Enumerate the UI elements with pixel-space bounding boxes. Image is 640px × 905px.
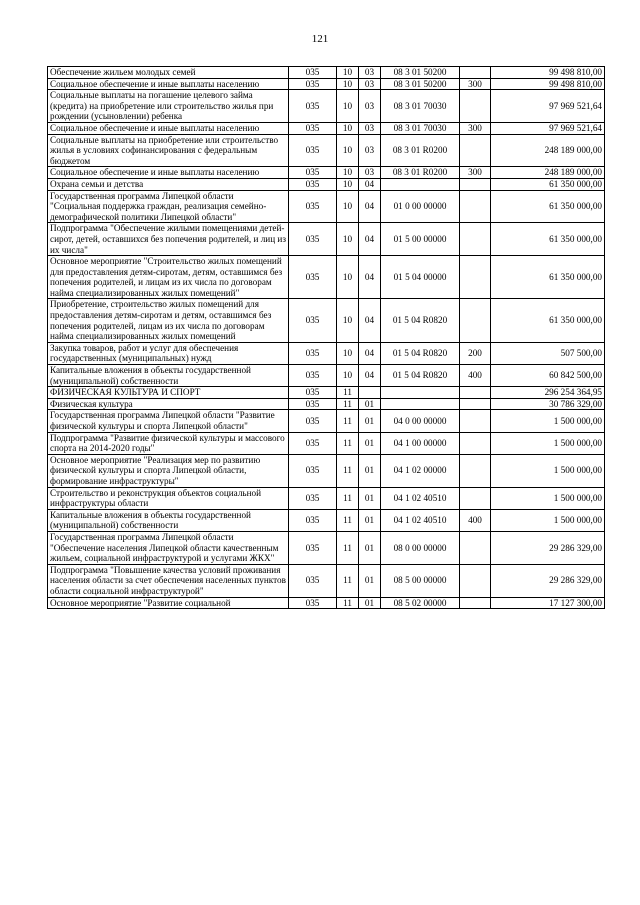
section-code-cell: 10: [337, 342, 359, 364]
amount-cell: 507 500,00: [491, 342, 605, 364]
target-article-cell: 08 3 01 70030: [381, 122, 460, 134]
expense-name-cell: Социальное обеспечение и иные выплаты населению: [48, 122, 289, 134]
target-article-cell: 04 1 02 00000: [381, 454, 460, 487]
subsection-code-cell: 01: [359, 597, 381, 609]
amount-cell: 296 254 364,95: [491, 387, 605, 399]
expense-name-cell: Основное мероприятие "Строительство жилых помещений для предоставления детям-сиротам, детям, оставшимся без попечения родителей, и лицам из их числа по договорам найма специализированных жилых помещений": [48, 256, 289, 299]
admin-code-cell: 035: [289, 256, 337, 299]
expense-name-cell: Строительство и реконструкция объектов социальной инфраструктуры области: [48, 487, 289, 509]
section-code-cell: 11: [337, 398, 359, 410]
table-row: [48, 365, 605, 387]
subsection-code-cell: 04: [359, 256, 381, 299]
expense-type-cell: [460, 410, 491, 432]
subsection-code-cell: 04: [359, 223, 381, 256]
expense-type-cell: [460, 432, 491, 454]
subsection-code-cell: 03: [359, 67, 381, 79]
amount-cell: 1 500 000,00: [491, 509, 605, 531]
section-code-cell: 10: [337, 78, 359, 90]
expense-name-cell: Приобретение, строительство жилых помещений для предоставления детям-сиротам и детям, оставшимся без попечения родителей, лицам из их числа по договорам найма специализированных жилых помещений: [48, 299, 289, 342]
expense-type-cell: [460, 487, 491, 509]
table-row: [48, 454, 605, 487]
expense-type-cell: [460, 256, 491, 299]
table-row: [48, 78, 605, 90]
target-article-cell: 01 5 00 00000: [381, 223, 460, 256]
expense-type-cell: 300: [460, 167, 491, 179]
expense-type-cell: [460, 387, 491, 399]
table-row: [48, 487, 605, 509]
target-article-cell: 04 1 02 40510: [381, 509, 460, 531]
expense-name-cell: Социальные выплаты на погашение целевого займа (кредита) на приобретение или строительство жилья при рождении (усыновлении) ребенка: [48, 90, 289, 123]
amount-cell: 1 500 000,00: [491, 487, 605, 509]
section-code-cell: 11: [337, 487, 359, 509]
subsection-code-cell: 04: [359, 365, 381, 387]
target-article-cell: 08 3 01 50200: [381, 67, 460, 79]
admin-code-cell: 035: [289, 299, 337, 342]
admin-code-cell: 035: [289, 167, 337, 179]
expense-name-cell: Государственная программа Липецкой области "Развитие физической культуры и спорта Липецкой области": [48, 410, 289, 432]
admin-code-cell: 035: [289, 67, 337, 79]
amount-cell: 99 498 810,00: [491, 67, 605, 79]
target-article-cell: 08 0 00 00000: [381, 531, 460, 564]
target-article-cell: 08 3 01 R0200: [381, 167, 460, 179]
expense-type-cell: [460, 223, 491, 256]
amount-cell: 61 350 000,00: [491, 299, 605, 342]
expense-type-cell: 400: [460, 365, 491, 387]
target-article-cell: 01 0 00 00000: [381, 190, 460, 223]
admin-code-cell: 035: [289, 564, 337, 597]
table-row: [48, 134, 605, 167]
section-code-cell: 10: [337, 190, 359, 223]
amount-cell: 1 500 000,00: [491, 454, 605, 487]
page-number: 121: [311, 33, 329, 45]
admin-code-cell: 035: [289, 190, 337, 223]
expense-name-cell: Государственная программа Липецкой области "Обеспечение населения Липецкой области качественным жильем, социальной инфраструктурой и услугами ЖКХ": [48, 531, 289, 564]
expense-name-cell: Обеспечение жильем молодых семей: [48, 67, 289, 79]
expense-type-cell: 400: [460, 509, 491, 531]
expense-name-cell: Основное мероприятие "Реализация мер по развитию физической культуры и спорта Липецкой области, формирование инфраструктуры": [48, 454, 289, 487]
subsection-code-cell: 03: [359, 90, 381, 123]
target-article-cell: 08 3 01 50200: [381, 78, 460, 90]
expense-type-cell: [460, 190, 491, 223]
table-row: [48, 122, 605, 134]
table-row: [48, 342, 605, 364]
target-article-cell: 04 1 02 40510: [381, 487, 460, 509]
section-code-cell: 10: [337, 178, 359, 190]
subsection-code-cell: 03: [359, 78, 381, 90]
section-code-cell: 10: [337, 122, 359, 134]
expense-name-cell: Капитальные вложения в объекты государственной (муниципальной) собственности: [48, 509, 289, 531]
section-code-cell: 11: [337, 564, 359, 597]
admin-code-cell: 035: [289, 597, 337, 609]
table-row: [48, 387, 605, 399]
table-row: [48, 299, 605, 342]
target-article-cell: 08 3 01 R0200: [381, 134, 460, 167]
subsection-code-cell: 01: [359, 509, 381, 531]
section-code-cell: 10: [337, 299, 359, 342]
expense-name-cell: Охрана семьи и детства: [48, 178, 289, 190]
section-code-cell: 11: [337, 432, 359, 454]
expense-type-cell: [460, 531, 491, 564]
table-row: [48, 432, 605, 454]
target-article-cell: [381, 387, 460, 399]
expense-type-cell: [460, 454, 491, 487]
expense-name-cell: Подпрограмма "Обеспечение жилыми помещениями детей-сирот, детей, оставшихся без попечения родителей, и лиц из их числа": [48, 223, 289, 256]
amount-cell: 29 286 329,00: [491, 531, 605, 564]
section-code-cell: 11: [337, 410, 359, 432]
subsection-code-cell: 03: [359, 167, 381, 179]
amount-cell: 97 969 521,64: [491, 90, 605, 123]
admin-code-cell: 035: [289, 387, 337, 399]
target-article-cell: 01 5 04 00000: [381, 256, 460, 299]
amount-cell: 61 350 000,00: [491, 256, 605, 299]
expense-type-cell: [460, 564, 491, 597]
target-article-cell: 08 3 01 70030: [381, 90, 460, 123]
admin-code-cell: 035: [289, 90, 337, 123]
table-row: [48, 410, 605, 432]
admin-code-cell: 035: [289, 122, 337, 134]
subsection-code-cell: 04: [359, 190, 381, 223]
section-code-cell: 11: [337, 531, 359, 564]
expense-type-cell: 200: [460, 342, 491, 364]
admin-code-cell: 035: [289, 531, 337, 564]
expense-type-cell: 300: [460, 122, 491, 134]
admin-code-cell: 035: [289, 134, 337, 167]
subsection-code-cell: 01: [359, 564, 381, 597]
amount-cell: 30 786 329,00: [491, 398, 605, 410]
table-row: [48, 190, 605, 223]
subsection-code-cell: 01: [359, 432, 381, 454]
expense-name-cell: ФИЗИЧЕСКАЯ КУЛЬТУРА И СПОРТ: [48, 387, 289, 399]
expense-name-cell: Социальные выплаты на приобретение или строительство жилья в условиях софинансирования с федеральным бюджетом: [48, 134, 289, 167]
admin-code-cell: 035: [289, 365, 337, 387]
section-code-cell: 11: [337, 509, 359, 531]
subsection-code-cell: 01: [359, 410, 381, 432]
admin-code-cell: 035: [289, 178, 337, 190]
amount-cell: 61 350 000,00: [491, 223, 605, 256]
amount-cell: 97 969 521,64: [491, 122, 605, 134]
target-article-cell: 01 5 04 R0820: [381, 365, 460, 387]
section-code-cell: 11: [337, 597, 359, 609]
subsection-code-cell: 04: [359, 299, 381, 342]
table-row: [48, 597, 605, 609]
target-article-cell: 08 5 00 00000: [381, 564, 460, 597]
admin-code-cell: 035: [289, 509, 337, 531]
expense-type-cell: [460, 67, 491, 79]
amount-cell: 29 286 329,00: [491, 564, 605, 597]
expense-type-cell: [460, 597, 491, 609]
table-row: [48, 564, 605, 597]
expense-type-cell: [460, 398, 491, 410]
table-row: [48, 223, 605, 256]
expense-name-cell: Социальное обеспечение и иные выплаты населению: [48, 167, 289, 179]
section-code-cell: 10: [337, 256, 359, 299]
table-row: [48, 90, 605, 123]
table-row: [48, 509, 605, 531]
admin-code-cell: 035: [289, 432, 337, 454]
table-row: [48, 531, 605, 564]
section-code-cell: 10: [337, 167, 359, 179]
amount-cell: 99 498 810,00: [491, 78, 605, 90]
expense-name-cell: Физическая культура: [48, 398, 289, 410]
target-article-cell: 01 5 04 R0820: [381, 299, 460, 342]
subsection-code-cell: 01: [359, 487, 381, 509]
expense-name-cell: Государственная программа Липецкой области "Социальная поддержка граждан, реализация семейно-демографической политики Липецкой области": [48, 190, 289, 223]
target-article-cell: 01 5 04 R0820: [381, 342, 460, 364]
expense-type-cell: [460, 299, 491, 342]
section-code-cell: 10: [337, 67, 359, 79]
table-row: [48, 398, 605, 410]
subsection-code-cell: 01: [359, 531, 381, 564]
table-row: [48, 67, 605, 79]
amount-cell: 248 189 000,00: [491, 167, 605, 179]
expense-type-cell: [460, 90, 491, 123]
admin-code-cell: 035: [289, 223, 337, 256]
expense-name-cell: Подпрограмма "Повышение качества условий проживания населения области за счет обеспечения населенных пунктов области социальной инфраструктурой": [48, 564, 289, 597]
subsection-code-cell: 04: [359, 342, 381, 364]
table-row: [48, 178, 605, 190]
table-row: [48, 167, 605, 179]
subsection-code-cell: 01: [359, 398, 381, 410]
section-code-cell: 10: [337, 223, 359, 256]
expense-type-cell: 300: [460, 78, 491, 90]
budget-table: [47, 66, 605, 609]
amount-cell: 17 127 300,00: [491, 597, 605, 609]
expense-name-cell: Основное мероприятие "Развитие социальной: [48, 597, 289, 609]
admin-code-cell: 035: [289, 342, 337, 364]
admin-code-cell: 035: [289, 398, 337, 410]
expense-type-cell: [460, 178, 491, 190]
target-article-cell: 04 0 00 00000: [381, 410, 460, 432]
subsection-code-cell: 03: [359, 122, 381, 134]
target-article-cell: 04 1 00 00000: [381, 432, 460, 454]
admin-code-cell: 035: [289, 487, 337, 509]
section-code-cell: 11: [337, 387, 359, 399]
expense-name-cell: Социальное обеспечение и иные выплаты населению: [48, 78, 289, 90]
subsection-code-cell: 01: [359, 454, 381, 487]
expense-name-cell: Капитальные вложения в объекты государственной (муниципальной) собственности: [48, 365, 289, 387]
expense-name-cell: Закупка товаров, работ и услуг для обеспечения государственных (муниципальных) нужд: [48, 342, 289, 364]
amount-cell: 61 350 000,00: [491, 178, 605, 190]
section-code-cell: 10: [337, 90, 359, 123]
section-code-cell: 11: [337, 454, 359, 487]
table-row: [48, 256, 605, 299]
section-code-cell: 10: [337, 365, 359, 387]
expense-type-cell: [460, 134, 491, 167]
target-article-cell: [381, 398, 460, 410]
admin-code-cell: 035: [289, 78, 337, 90]
target-article-cell: [381, 178, 460, 190]
section-code-cell: 10: [337, 134, 359, 167]
budget-table-body: [48, 67, 605, 609]
amount-cell: 1 500 000,00: [491, 410, 605, 432]
subsection-code-cell: [359, 387, 381, 399]
amount-cell: 1 500 000,00: [491, 432, 605, 454]
admin-code-cell: 035: [289, 454, 337, 487]
target-article-cell: 08 5 02 00000: [381, 597, 460, 609]
amount-cell: 60 842 500,00: [491, 365, 605, 387]
amount-cell: 248 189 000,00: [491, 134, 605, 167]
admin-code-cell: 035: [289, 410, 337, 432]
subsection-code-cell: 03: [359, 134, 381, 167]
amount-cell: 61 350 000,00: [491, 190, 605, 223]
subsection-code-cell: 04: [359, 178, 381, 190]
expense-name-cell: Подпрограмма "Развитие физической культуры и массового спорта на 2014-2020 годы": [48, 432, 289, 454]
